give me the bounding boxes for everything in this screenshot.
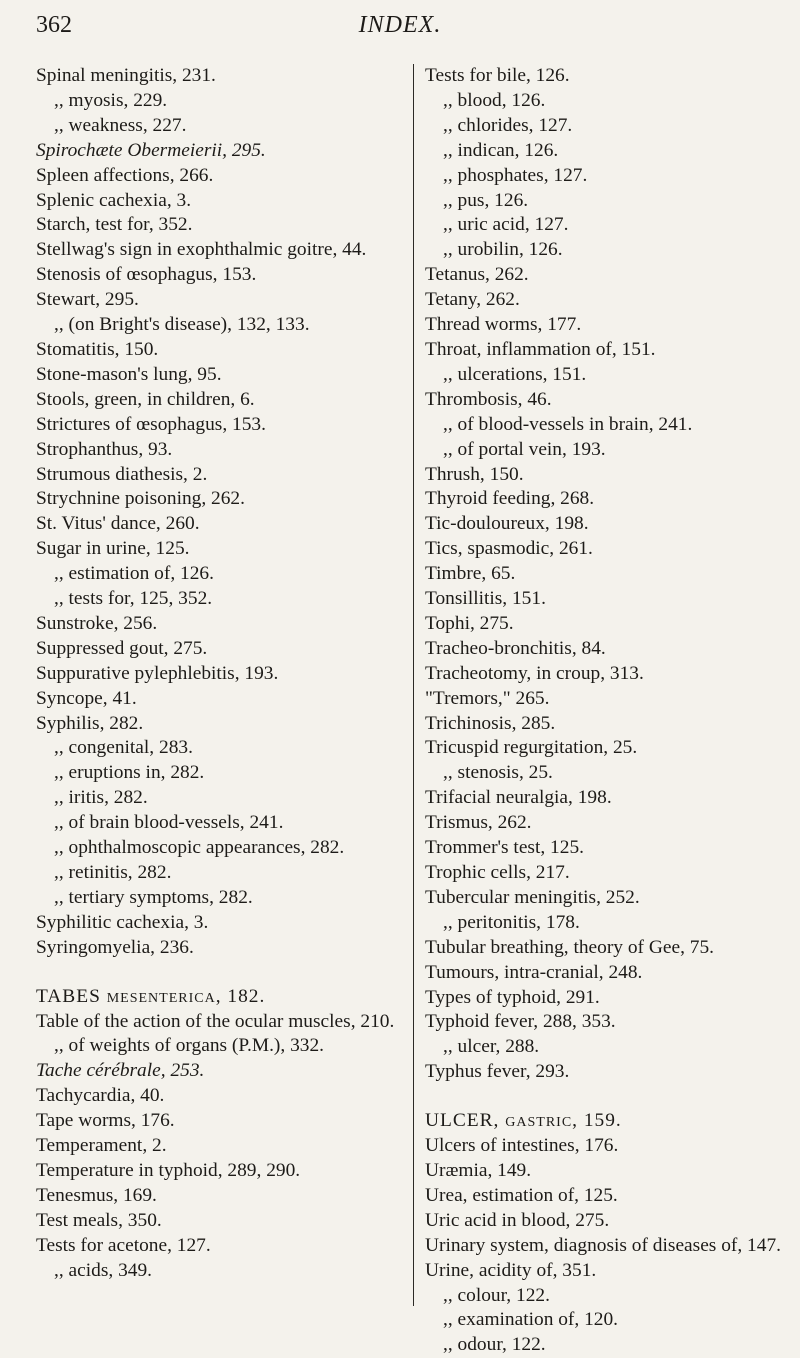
index-subentry: ,, retinitis, 282. [54,862,172,883]
index-entry: ULCER, gastric, 159. [425,1110,622,1132]
index-entry: Tests for bile, 126. [425,65,570,86]
index-entry: Tracheotomy, in croup, 313. [425,662,644,684]
index-entry: Syphilitic cachexia, 3. [36,911,209,933]
index-entry: Tenesmus, 169. [36,1184,157,1206]
index-entry: Typhus fever, 293. [425,1061,570,1083]
index-subentry: ,, of portal vein, 193. [443,438,606,460]
index-entry: Trichinosis, 285. [425,712,556,734]
page-number: 362 [36,12,72,38]
index-subentry: ,, peritonitis, 178. [443,911,580,933]
index-entry: Typhoid fever, 288, 353. [425,1011,616,1033]
index-subentry: ,, myosis, 229. [54,89,168,111]
index-entry: Uræmia, 149. [425,1159,532,1181]
index-entry: Splenic cachexia, 3. [36,189,192,211]
index-entry: TABES mesenterica, 182. [36,985,266,1007]
index-subentry: ,, uric acid, 127. [443,214,569,236]
index-entry: Thyroid feeding, 268. [425,488,595,510]
index-entry: Temperament, 2. [36,1135,167,1157]
running-head: INDEX. [358,12,442,38]
index-entry: Tumours, intra-cranial, 248. [425,961,643,983]
index-entry: Urea, estimation of, 125. [425,1184,618,1206]
index-entry: Timbre, 65. [425,563,516,585]
index-entry: St. Vitus' dance, 260. [36,513,200,535]
index-subentry: ,, phosphates, 127. [443,164,588,186]
index-entry: Tics, spasmodic, 261. [425,538,593,560]
index-subentry: ,, acids, 349. [54,1259,153,1281]
index-subentry: ,, ulcer, 288. [443,1036,540,1058]
index-subentry: ,, of brain blood-vessels, 241. [54,812,284,834]
index-entry: Trifacial neuralgia, 198. [425,787,612,809]
index-subentry: ,, (on Bright's disease), 132, 133. [54,314,310,336]
index-entry: Sugar in urine, 125. [36,538,190,560]
index-column-right [425,64,785,1358]
index-subentry: ,, iritis, 282. [54,787,148,809]
index-entry: Strophanthus, 93. [36,438,173,460]
index-entry: Spinal meningitis, 231. [36,65,216,86]
index-entry: Tonsillitis, 151. [425,588,546,610]
index-entry: Tricuspid regurgitation, 25. [425,737,638,759]
index-entry: Suppressed gout, 275. [36,637,208,659]
index-subentry: ,, weakness, 227. [54,114,187,136]
index-entry: Syringomyelia, 236. [36,936,194,958]
index-entry: Stomatitis, 150. [36,338,159,360]
index-entry: Tetany, 262. [425,289,520,311]
index-entry: Trismus, 262. [425,812,532,834]
index-entry: Tubercular meningitis, 252. [425,886,640,908]
index-subentry: ,, colour, 122. [443,1284,550,1306]
index-entry: Urinary system, diagnosis of diseases of, 147. [425,1234,781,1256]
index-entry: Ulcers of intestines, 176. [425,1135,619,1157]
index-entry: Table of the action of the ocular muscles, 210. [36,1010,395,1032]
index-entry: Tophi, 275. [425,612,514,634]
index-column-left [36,64,396,1284]
index-subentry: ,, eruptions in, 282. [54,762,205,784]
index-entry: Strumous diathesis, 2. [36,463,208,485]
index-subentry: ,, pus, 126. [443,189,529,211]
index-entry: Thread worms, 177. [425,314,582,336]
index-entry: Stone-mason's lung, 95. [36,363,222,385]
index-entry: Tests for acetone, 127. [36,1234,211,1256]
index-entry: Spirochæte Obermeierii, 295. [36,139,266,161]
index-subentry: ,, of blood-vessels in brain, 241. [443,413,693,435]
index-subentry: ,, blood, 126. [443,89,546,111]
index-entry: Syphilis, 282. [36,712,144,734]
index-subentry: ,, congenital, 283. [54,737,193,759]
index-entry: Tubular breathing, theory of Gee, 75. [425,936,715,958]
index-entry: Urine, acidity of, 351. [425,1259,597,1281]
index-entry: Stools, green, in children, 6. [36,388,255,410]
index-entry: Strychnine poisoning, 262. [36,488,245,510]
index-entry: Tachycardia, 40. [36,1085,165,1107]
index-subentry: ,, urobilin, 126. [443,239,563,261]
index-subentry: ,, odour, 122. [443,1334,546,1356]
index-entry: Test meals, 350. [36,1209,162,1231]
index-subentry: ,, chlorides, 127. [443,114,573,136]
index-entry: Types of typhoid, 291. [425,986,600,1008]
index-entry: Strictures of œsophagus, 153. [36,413,266,435]
index-entry: Throat, inflammation of, 151. [425,338,656,360]
index-entry: Stenosis of œsophagus, 153. [36,264,257,286]
index-entry: Sunstroke, 256. [36,612,158,634]
index-entry: Stewart, 295. [36,289,139,311]
index-subentry: ,, tertiary symptoms, 282. [54,886,253,908]
index-subentry: ,, of weights of organs (P.M.), 332. [54,1035,325,1057]
index-entry: Tracheo-bronchitis, 84. [425,637,606,659]
index-entry: Stellwag's sign in exophthalmic goitre, 44. [36,239,367,261]
index-entry: Spleen affections, 266. [36,164,214,186]
index-entry: Thrush, 150. [425,463,524,485]
index-entry: Syncope, 41. [36,687,137,709]
index-subentry: ,, ulcerations, 151. [443,363,587,385]
index-subentry: ,, tests for, 125, 352. [54,588,213,610]
index-subentry: ,, stenosis, 25. [443,762,553,784]
index-entry: Uric acid in blood, 275. [425,1209,610,1231]
index-entry: Tape worms, 176. [36,1110,175,1132]
column-divider [413,64,414,1306]
index-entry: Temperature in typhoid, 289, 290. [36,1159,301,1181]
index-entry: Suppurative pylephlebitis, 193. [36,662,279,684]
index-subentry: ,, ophthalmoscopic appearances, 282. [54,837,345,859]
index-entry: Tic-douloureux, 198. [425,513,589,535]
index-entry: Tache cérébrale, 253. [36,1060,205,1082]
index-entry: Starch, test for, 352. [36,214,193,236]
index-entry: Trophic cells, 217. [425,862,570,883]
index-subentry: ,, estimation of, 126. [54,563,214,585]
index-entry: Tetanus, 262. [425,264,529,286]
index-entry: Trommer's test, 125. [425,837,584,859]
index-entry: Thrombosis, 46. [425,388,552,410]
index-entry: "Tremors," 265. [425,687,550,709]
index-subentry: ,, examination of, 120. [443,1309,619,1331]
index-subentry: ,, indican, 126. [443,139,559,161]
